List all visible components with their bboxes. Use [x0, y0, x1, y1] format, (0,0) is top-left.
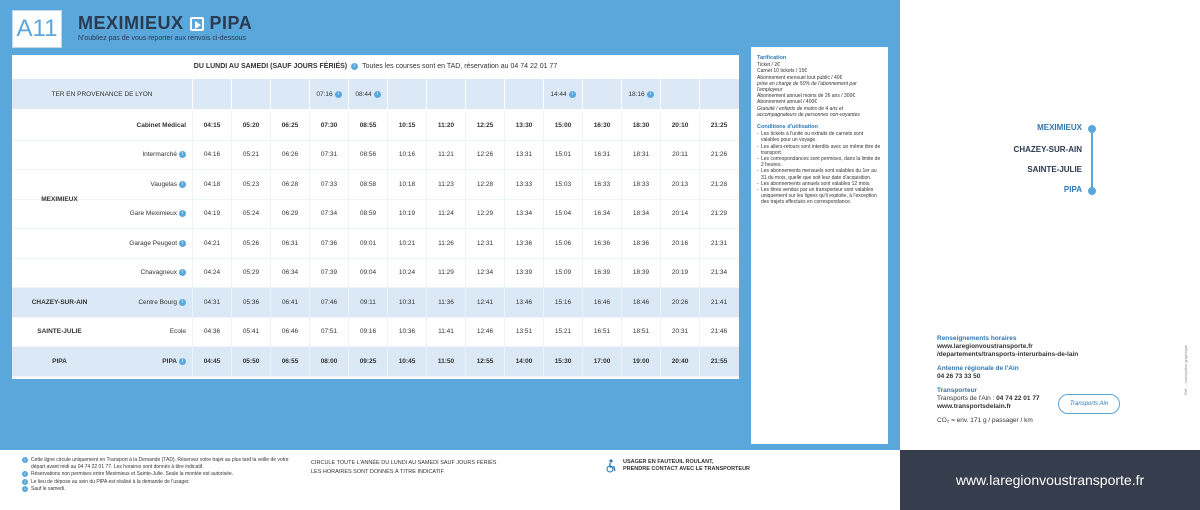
stop-cell: [107, 141, 192, 170]
footnote: [22, 479, 302, 486]
time-cell: 16:30: [582, 111, 621, 140]
ter-time: 08:44: [355, 90, 372, 98]
time-cell: 12:25: [465, 111, 504, 140]
table-row: [12, 200, 739, 230]
condition-item: - Les abonnements annuels sont valables 12 mois.: [757, 181, 882, 187]
time-cell: 04:45: [192, 347, 231, 376]
fare-line: prise en charge de 50% de l'abonnement par l'employeur: [757, 80, 857, 94]
time-cell: 04:19: [192, 200, 231, 229]
ter-time-cell: [270, 79, 309, 109]
time-cell: 12:41: [465, 288, 504, 317]
time-cell: 17:00: [582, 347, 621, 376]
co2-info: CO₂ = env. 171 g / passager / km: [937, 417, 1033, 424]
time-cell: 14:00: [504, 347, 543, 376]
fares-list: [757, 62, 882, 118]
rens-url[interactable]: www.laregionvoustransporte.fr: [937, 343, 1033, 350]
time-cell: 15:30: [543, 347, 582, 376]
stop-cell: [107, 288, 192, 317]
footnote-text: Sauf le samedi.: [31, 486, 66, 492]
footnote-marker-icon: i: [22, 457, 28, 463]
wheelchair-line1: USAGER EN FAUTEUIL ROULANT,: [623, 459, 714, 465]
time-cell: 07:31: [309, 141, 348, 170]
wheelchair-icon: [605, 459, 617, 473]
time-cell: 08:55: [348, 111, 387, 140]
info-icon: i: [647, 91, 654, 98]
time-cell: 06:31: [270, 229, 309, 258]
service-days: DU LUNDI AU SAMEDI (SAUF JOURS FÉRIÉS): [193, 62, 348, 70]
info-icon: i: [179, 181, 186, 188]
time-cell: 20:40: [660, 347, 699, 376]
footnote: [22, 457, 302, 470]
ter-time-cell: [543, 79, 582, 109]
time-cell: 13:33: [504, 170, 543, 199]
time-cell: 21:46: [699, 318, 738, 347]
stop-name: Chavagneux: [140, 269, 177, 277]
time-cell: 08:58: [348, 170, 387, 199]
time-cell: 15:21: [543, 318, 582, 347]
time-cell: 06:26: [270, 141, 309, 170]
time-cell: 07:51: [309, 318, 348, 347]
condition-item: - Les allers-retours sont interdits avec un même titre de transport.: [757, 144, 882, 156]
line-number-badge: A11: [12, 10, 62, 48]
stop-name: Intermarché: [142, 151, 177, 159]
ter-time: 14:44: [550, 90, 567, 98]
time-cell: 04:31: [192, 288, 231, 317]
time-cell: 16:36: [582, 229, 621, 258]
ter-time-cell: [192, 79, 231, 109]
time-cell: 18:34: [621, 200, 660, 229]
table-row: [12, 347, 739, 377]
time-cell: 11:23: [426, 170, 465, 199]
info-icon: i: [179, 358, 186, 365]
time-cell: 04:24: [192, 259, 231, 288]
website-banner: [900, 450, 1200, 510]
time-cell: 20:31: [660, 318, 699, 347]
time-cell: 11:50: [426, 347, 465, 376]
direction-arrow-icon: [190, 17, 204, 31]
stop-cell: [107, 318, 192, 347]
route-stop-label: PIPA: [1063, 185, 1082, 194]
ter-time: 18:16: [628, 90, 645, 98]
time-cell: 11:24: [426, 200, 465, 229]
time-cell: 18:30: [621, 111, 660, 140]
table-row: [12, 288, 739, 318]
route-stop-dot: [1088, 125, 1096, 133]
route-stop-dot: [1088, 187, 1096, 195]
logo-text: Transports Ain: [1069, 401, 1109, 407]
route-line: [1091, 130, 1093, 192]
footnote-marker-icon: i: [22, 479, 28, 485]
fares-title: Tarification: [757, 55, 787, 61]
time-cell: 05:21: [231, 141, 270, 170]
time-cell: 10:45: [387, 347, 426, 376]
time-cell: 18:46: [621, 288, 660, 317]
time-cell: 11:41: [426, 318, 465, 347]
time-cell: 10:16: [387, 141, 426, 170]
table-row: [12, 259, 739, 289]
time-cell: 12:31: [465, 229, 504, 258]
stop-cell: [107, 259, 192, 288]
time-cell: 18:31: [621, 141, 660, 170]
fare-line: Ticket / 2€: [757, 62, 780, 69]
antenne-title: Antenne régionale de l'Ain: [937, 365, 1019, 372]
transporteur-url[interactable]: www.transportsdelain.fr: [937, 403, 1012, 410]
ter-connection-row: [12, 79, 739, 109]
time-cell: 20:10: [660, 111, 699, 140]
condition-item: - Les abonnements mensuels sont valables du 1er au 31 du mois, quelle que soit leur date d'acquisition.: [757, 168, 882, 180]
time-cell: 06:46: [270, 318, 309, 347]
commune-meximieux: MEXIMIEUX: [41, 196, 78, 203]
time-cell: 21:28: [699, 170, 738, 199]
time-cell: 08:56: [348, 141, 387, 170]
time-cell: 13:46: [504, 288, 543, 317]
page-subtitle: N'oubliez pas de vous reporter aux renvois ci-dessous: [78, 35, 246, 42]
time-cell: 06:25: [270, 111, 309, 140]
footnote: [22, 486, 302, 493]
timetable: [12, 55, 739, 379]
time-cell: 18:36: [621, 229, 660, 258]
stop-name: Cabinet Médical: [136, 121, 186, 129]
ter-time-cell: [426, 79, 465, 109]
footnote-text: Le lieu de dépose au sein du PIPA est réalisé à la demande de l'usager.: [31, 478, 190, 485]
time-cell: 07:33: [309, 170, 348, 199]
antenne-phone[interactable]: 04 26 73 33 50: [937, 373, 981, 380]
commune-cell: CHAZEY-SUR-AIN: [31, 298, 88, 306]
page-title: [78, 13, 252, 34]
fare-line: Abonnement mensuel tout public / 40€: [757, 74, 843, 81]
time-cell: 05:20: [231, 111, 270, 140]
footnote-text: Cette ligne circule uniquement en Transport à la Demande (TAD). Réservez votre trajet au plus tard la veille de votre départ avant midi au 04 74 22 01 77. Les horaires sont donnés à titre indicatif.: [31, 457, 289, 470]
conditions-list: [757, 131, 882, 205]
time-cell: 13:36: [504, 229, 543, 258]
time-cell: 06:41: [270, 288, 309, 317]
time-cell: 05:26: [231, 229, 270, 258]
time-cell: 20:14: [660, 200, 699, 229]
time-cell: 21:41: [699, 288, 738, 317]
time-cell: 05:36: [231, 288, 270, 317]
transporteur-name: Transports de l'Ain :: [937, 395, 997, 402]
time-cell: 10:36: [387, 318, 426, 347]
time-cell: 07:36: [309, 229, 348, 258]
stop-name: Ecole: [169, 328, 186, 336]
table-row: [12, 141, 739, 171]
stop-cell: [107, 111, 192, 140]
time-cell: 11:26: [426, 229, 465, 258]
time-cell: 06:55: [270, 347, 309, 376]
time-cell: 05:29: [231, 259, 270, 288]
time-cell: 16:46: [582, 288, 621, 317]
time-cell: 21:26: [699, 141, 738, 170]
website-url[interactable]: www.laregionvoustransporte.fr: [955, 472, 1145, 488]
time-cell: 09:25: [348, 347, 387, 376]
rens-url-path[interactable]: /departements/transports-interurbains-de-lain: [937, 351, 1079, 358]
time-cell: 16:51: [582, 318, 621, 347]
title-from: MEXIMIEUX: [78, 13, 184, 33]
time-cell: 11:29: [426, 259, 465, 288]
time-cell: 15:09: [543, 259, 582, 288]
time-cell: 15:04: [543, 200, 582, 229]
time-cell: 08:00: [309, 347, 348, 376]
footnote-marker-icon: i: [22, 471, 28, 477]
time-cell: 07:34: [309, 200, 348, 229]
ter-time-cell: [231, 79, 270, 109]
time-cell: 09:16: [348, 318, 387, 347]
time-cell: 21:31: [699, 229, 738, 258]
time-cell: 15:03: [543, 170, 582, 199]
time-cell: 04:15: [192, 111, 231, 140]
time-cell: 12:28: [465, 170, 504, 199]
table-row: [12, 111, 739, 141]
time-cell: 20:11: [660, 141, 699, 170]
time-cell: 07:30: [309, 111, 348, 140]
fare-line: Abonnement annuel / 400€: [757, 99, 818, 106]
time-cell: 13:30: [504, 111, 543, 140]
rens-title: Renseignements horaires: [937, 335, 1017, 342]
fare-line: Abonnement annuel moins de 26 ans / 300€: [757, 93, 856, 100]
stop-name: Garage Peugeot: [129, 239, 177, 247]
time-cell: 05:23: [231, 170, 270, 199]
time-cell: 15:00: [543, 111, 582, 140]
operating-info: [311, 459, 496, 477]
info-icon: i: [179, 151, 186, 158]
table-row: [12, 229, 739, 259]
footnotes: [22, 457, 302, 494]
title-to: PIPA: [209, 13, 253, 33]
time-cell: 16:39: [582, 259, 621, 288]
ter-time: 07:16: [316, 90, 333, 98]
time-cell: 13:51: [504, 318, 543, 347]
timetable-rows: [12, 111, 739, 377]
time-cell: 07:39: [309, 259, 348, 288]
condition-item: - Les tickets à l'unité ou extraits de carnets sont valables pour un voyage.: [757, 131, 882, 143]
time-cell: 06:28: [270, 170, 309, 199]
time-cell: 06:34: [270, 259, 309, 288]
time-cell: 07:46: [309, 288, 348, 317]
fares-panel: [751, 47, 888, 444]
time-cell: 09:04: [348, 259, 387, 288]
condition-item: - Les titres vendus par un transporteur sont valables uniquement sur les lignes qu'il exploite, à l'exception des trajets effectués en correspondance.: [757, 187, 882, 206]
time-cell: 18:33: [621, 170, 660, 199]
time-cell: 20:19: [660, 259, 699, 288]
stop-name: Gare Meximieux: [129, 210, 177, 218]
footnote-text: Réservations non permises entre Meximieux et Sainte-Julie. Seule la montée est autorisée.: [31, 471, 234, 477]
info-icon: i: [569, 91, 576, 98]
time-cell: 10:31: [387, 288, 426, 317]
time-cell: 04:16: [192, 141, 231, 170]
route-stop-label: SAINTE-JULIE: [1027, 165, 1082, 174]
time-cell: 10:21: [387, 229, 426, 258]
stop-name: Centre Bourg: [138, 298, 177, 306]
info-icon: i: [179, 299, 186, 306]
ter-label: TER EN PROVENANCE DE LYON: [51, 90, 153, 98]
info-icon: i: [179, 269, 186, 276]
stop-cell: [107, 347, 192, 376]
legal-mentions: Réf. – conception graphique: [1183, 344, 1188, 395]
route-stop-label: CHAZEY-SUR-AIN: [1013, 145, 1082, 154]
table-row: [12, 318, 739, 348]
info-icon: i: [351, 63, 358, 70]
time-cell: 18:39: [621, 259, 660, 288]
time-cell: 06:29: [270, 200, 309, 229]
time-cell: 04:18: [192, 170, 231, 199]
ter-time-cell: [621, 79, 660, 109]
condition-item: - Les correspondances sont permises, dans la limite de 2 heures.: [757, 156, 882, 168]
time-cell: 05:50: [231, 347, 270, 376]
info-icon: i: [335, 91, 342, 98]
time-cell: 10:18: [387, 170, 426, 199]
wheelchair-info: [605, 459, 750, 473]
operating-days: CIRCULE TOUTE L'ANNÉE DU LUNDI AU SAMEDI SAUF JOURS FÉRIÉS: [311, 460, 497, 466]
time-cell: 13:34: [504, 200, 543, 229]
time-cell: 11:36: [426, 288, 465, 317]
commune-cell: SAINTE-JULIE: [37, 328, 82, 336]
time-cell: 04:21: [192, 229, 231, 258]
ter-time-cell: [309, 79, 348, 109]
ter-time-cell: [387, 79, 426, 109]
transporteur-phone[interactable]: 04 74 22 01 77: [996, 395, 1040, 402]
info-icon: i: [179, 210, 186, 217]
time-cell: 15:06: [543, 229, 582, 258]
stop-cell: [107, 200, 192, 229]
ter-time-cell: [465, 79, 504, 109]
time-cell: 20:16: [660, 229, 699, 258]
time-cell: 13:39: [504, 259, 543, 288]
time-cell: 16:33: [582, 170, 621, 199]
transporteur-title: Transporteur: [937, 387, 978, 394]
time-cell: 09:11: [348, 288, 387, 317]
time-cell: 19:00: [621, 347, 660, 376]
time-cell: 08:59: [348, 200, 387, 229]
time-cell: 05:41: [231, 318, 270, 347]
time-cell: 21:55: [699, 347, 738, 376]
indicative-notice: LES HORAIRES SONT DONNÉS À TITRE INDICATIF: [311, 469, 444, 475]
table-row: [12, 170, 739, 200]
time-cell: 21:25: [699, 111, 738, 140]
time-cell: 20:13: [660, 170, 699, 199]
info-icon: i: [179, 240, 186, 247]
time-cell: 12:46: [465, 318, 504, 347]
time-cell: 10:15: [387, 111, 426, 140]
time-cell: 09:01: [348, 229, 387, 258]
service-note: Toutes les courses sont en TAD, réservation au 04 74 22 01 77: [362, 62, 558, 70]
ter-time-cell: [582, 79, 621, 109]
time-cell: 16:34: [582, 200, 621, 229]
wheelchair-line2: PRENDRE CONTACT AVEC LE TRANSPORTEUR: [623, 466, 751, 472]
time-cell: 18:51: [621, 318, 660, 347]
stop-name: PIPA: [162, 357, 177, 365]
time-cell: 21:29: [699, 200, 738, 229]
info-icon: i: [374, 91, 381, 98]
time-cell: 12:26: [465, 141, 504, 170]
stop-cell: [107, 229, 192, 258]
time-cell: 16:31: [582, 141, 621, 170]
time-cell: 11:21: [426, 141, 465, 170]
fare-line: Carnet 10 tickets / 15€: [757, 68, 808, 75]
time-cell: 12:34: [465, 259, 504, 288]
time-cell: 15:16: [543, 288, 582, 317]
time-cell: 15:01: [543, 141, 582, 170]
stop-name: Vaugelas: [150, 180, 177, 188]
conditions-title: Conditions d'utilisation: [757, 124, 818, 131]
commune-cell: PIPA: [52, 357, 67, 365]
time-cell: 10:24: [387, 259, 426, 288]
timetable-header: [12, 55, 739, 77]
time-cell: 12:29: [465, 200, 504, 229]
time-cell: 04:36: [192, 318, 231, 347]
time-cell: 12:55: [465, 347, 504, 376]
footnote: [22, 471, 302, 478]
ter-time-cell: [504, 79, 543, 109]
footnote-marker-icon: i: [22, 486, 28, 492]
transports-ain-logo: [1058, 394, 1120, 414]
time-cell: 21:34: [699, 259, 738, 288]
time-cell: 20:26: [660, 288, 699, 317]
ter-time-cell: [699, 79, 738, 109]
stop-cell: [107, 170, 192, 199]
time-cell: 13:31: [504, 141, 543, 170]
ter-time-cell: [660, 79, 699, 109]
time-cell: 05:24: [231, 200, 270, 229]
fare-line: Gratuité / enfants de moins de 4 ans et accompagnateurs de personnes non-voyantes: [757, 105, 860, 118]
ter-time-cell: [348, 79, 387, 109]
time-cell: 10:19: [387, 200, 426, 229]
route-stop-label: MEXIMIEUX: [1037, 123, 1082, 132]
time-cell: 11:20: [426, 111, 465, 140]
